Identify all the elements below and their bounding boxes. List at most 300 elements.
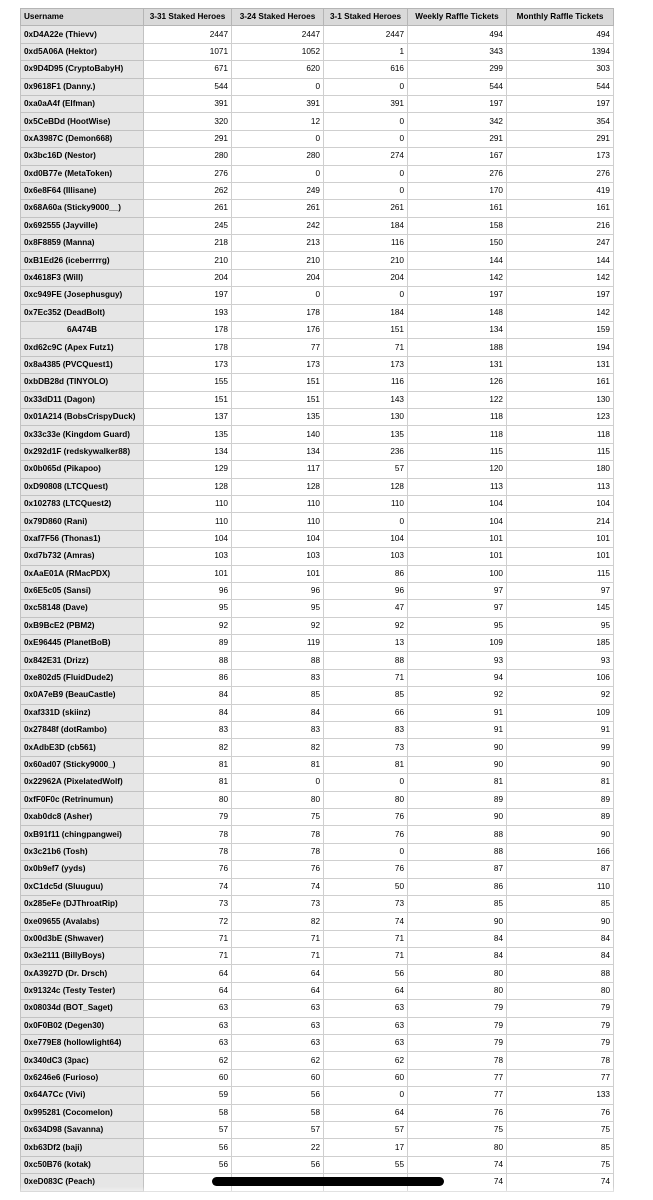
cell-value[interactable]: 173 — [144, 356, 232, 373]
cell-username[interactable]: 0xB1Ed26 (iceberrrrg) — [21, 252, 144, 269]
cell-username[interactable]: 0x6246e6 (Furioso) — [21, 1069, 144, 1086]
cell-value[interactable]: 116 — [324, 235, 408, 252]
cell-value[interactable]: 57 — [232, 1122, 324, 1139]
cell-value[interactable]: 236 — [324, 443, 408, 460]
cell-value[interactable]: 150 — [408, 235, 507, 252]
cell-value[interactable]: 134 — [408, 322, 507, 339]
cell-value[interactable]: 178 — [144, 322, 232, 339]
cell-username[interactable]: 0x9618F1 (Danny.) — [21, 78, 144, 95]
cell-value[interactable]: 119 — [232, 635, 324, 652]
cell-value[interactable]: 89 — [144, 635, 232, 652]
cell-value[interactable]: 214 — [507, 513, 614, 530]
cell-username[interactable]: 0x285eFe (DJThroatRip) — [21, 895, 144, 912]
cell-value[interactable]: 63 — [232, 1000, 324, 1017]
cell-value[interactable]: 71 — [324, 948, 408, 965]
cell-username[interactable]: 0x5CeBDd (HootWise) — [21, 113, 144, 130]
cell-value[interactable]: 261 — [324, 200, 408, 217]
cell-value[interactable]: 101 — [408, 530, 507, 547]
cell-value[interactable]: 109 — [408, 635, 507, 652]
cell-value[interactable]: 155 — [144, 374, 232, 391]
cell-value[interactable]: 64 — [324, 982, 408, 999]
cell-value[interactable]: 71 — [324, 339, 408, 356]
cell-username[interactable]: 0x292d1F (redskywalker88) — [21, 443, 144, 460]
cell-value[interactable]: 144 — [507, 252, 614, 269]
cell-value[interactable]: 62 — [232, 1052, 324, 1069]
cell-username[interactable]: 0xc58148 (Dave) — [21, 600, 144, 617]
cell-value[interactable]: 544 — [408, 78, 507, 95]
cell-value[interactable]: 71 — [232, 948, 324, 965]
cell-username[interactable]: 0x0b065d (Pikapoo) — [21, 461, 144, 478]
cell-value[interactable]: 88 — [507, 965, 614, 982]
cell-value[interactable]: 56 — [232, 1087, 324, 1104]
cell-value[interactable]: 89 — [408, 791, 507, 808]
cell-value[interactable]: 342 — [408, 113, 507, 130]
cell-value[interactable]: 494 — [408, 26, 507, 43]
cell-value[interactable]: 95 — [232, 600, 324, 617]
cell-value[interactable]: 135 — [324, 426, 408, 443]
cell-value[interactable]: 63 — [324, 1035, 408, 1052]
cell-value[interactable]: 64 — [324, 1104, 408, 1121]
cell-value[interactable]: 128 — [232, 478, 324, 495]
cell-value[interactable]: 90 — [507, 756, 614, 773]
cell-value[interactable]: 74 — [408, 1174, 507, 1191]
cell-value[interactable]: 81 — [507, 774, 614, 791]
cell-value[interactable]: 99 — [507, 739, 614, 756]
cell-value[interactable]: 204 — [232, 269, 324, 286]
cell-value[interactable]: 84 — [507, 930, 614, 947]
cell-value[interactable]: 113 — [408, 478, 507, 495]
cell-value[interactable]: 84 — [507, 948, 614, 965]
cell-value[interactable]: 73 — [232, 895, 324, 912]
cell-value[interactable]: 76 — [408, 1104, 507, 1121]
cell-username[interactable]: 0xe802d5 (FluidDude2) — [21, 669, 144, 686]
cell-value[interactable]: 88 — [144, 652, 232, 669]
col-header-username[interactable]: Username — [21, 9, 144, 26]
cell-value[interactable]: 148 — [408, 304, 507, 321]
cell-value[interactable]: 0 — [324, 774, 408, 791]
cell-value[interactable]: 0 — [324, 287, 408, 304]
cell-value[interactable]: 80 — [144, 791, 232, 808]
cell-value[interactable]: 151 — [232, 374, 324, 391]
cell-value[interactable]: 97 — [408, 600, 507, 617]
cell-value[interactable]: 64 — [144, 982, 232, 999]
cell-value[interactable]: 56 — [324, 965, 408, 982]
cell-value[interactable]: 245 — [144, 217, 232, 234]
cell-value[interactable]: 83 — [324, 722, 408, 739]
cell-username[interactable]: 0x22962A (PixelatedWolf) — [21, 774, 144, 791]
cell-value[interactable]: 1394 — [507, 43, 614, 60]
cell-value[interactable]: 80 — [324, 791, 408, 808]
cell-value[interactable]: 261 — [232, 200, 324, 217]
cell-value[interactable]: 210 — [232, 252, 324, 269]
cell-value[interactable]: 104 — [324, 530, 408, 547]
cell-value[interactable]: 0 — [324, 78, 408, 95]
cell-value[interactable]: 0 — [324, 130, 408, 147]
cell-value[interactable]: 419 — [507, 182, 614, 199]
cell-value[interactable]: 72 — [144, 913, 232, 930]
cell-value[interactable]: 83 — [232, 722, 324, 739]
cell-value[interactable]: 216 — [507, 217, 614, 234]
cell-value[interactable]: 89 — [507, 808, 614, 825]
cell-value[interactable]: 120 — [408, 461, 507, 478]
cell-value[interactable]: 0 — [232, 774, 324, 791]
cell-value[interactable]: 60 — [324, 1069, 408, 1086]
cell-value[interactable]: 145 — [507, 600, 614, 617]
cell-value[interactable]: 56 — [144, 1156, 232, 1173]
cell-value[interactable]: 56 — [232, 1156, 324, 1173]
cell-value[interactable]: 173 — [507, 148, 614, 165]
cell-value[interactable]: 79 — [144, 808, 232, 825]
cell-value[interactable]: 213 — [232, 235, 324, 252]
cell-value[interactable]: 262 — [144, 182, 232, 199]
cell-value[interactable]: 113 — [507, 478, 614, 495]
cell-value[interactable]: 79 — [408, 1035, 507, 1052]
cell-username[interactable]: 6A474B — [21, 322, 144, 339]
cell-value[interactable]: 104 — [144, 530, 232, 547]
cell-value[interactable]: 0 — [324, 843, 408, 860]
cell-value[interactable]: 123 — [507, 408, 614, 425]
cell-value[interactable]: 71 — [324, 930, 408, 947]
cell-value[interactable]: 115 — [507, 565, 614, 582]
cell-username[interactable]: 0x3e2111 (BillyBoys) — [21, 948, 144, 965]
cell-value[interactable]: 104 — [507, 495, 614, 512]
cell-value[interactable]: 354 — [507, 113, 614, 130]
cell-value[interactable]: 76 — [144, 861, 232, 878]
cell-value[interactable]: 81 — [144, 756, 232, 773]
cell-username[interactable]: 0x79D860 (Rani) — [21, 513, 144, 530]
cell-value[interactable]: 90 — [507, 826, 614, 843]
cell-value[interactable]: 178 — [144, 339, 232, 356]
cell-value[interactable]: 85 — [324, 687, 408, 704]
cell-value[interactable]: 88 — [408, 843, 507, 860]
cell-value[interactable]: 92 — [507, 687, 614, 704]
cell-value[interactable]: 87 — [507, 861, 614, 878]
cell-value[interactable]: 131 — [507, 356, 614, 373]
cell-value[interactable]: 158 — [408, 217, 507, 234]
cell-value[interactable]: 134 — [232, 443, 324, 460]
cell-value[interactable]: 63 — [144, 1035, 232, 1052]
cell-value[interactable]: 85 — [507, 895, 614, 912]
cell-value[interactable]: 90 — [408, 756, 507, 773]
cell-value[interactable]: 188 — [408, 339, 507, 356]
cell-username[interactable]: 0x6e8F64 (Illisane) — [21, 182, 144, 199]
cell-username[interactable]: 0xA3927D (Dr. Drsch) — [21, 965, 144, 982]
cell-value[interactable]: 63 — [324, 1017, 408, 1034]
cell-value[interactable]: 122 — [408, 391, 507, 408]
cell-value[interactable]: 0 — [324, 513, 408, 530]
cell-value[interactable]: 1 — [324, 43, 408, 60]
cell-value[interactable]: 142 — [507, 269, 614, 286]
cell-value[interactable]: 0 — [232, 130, 324, 147]
cell-value[interactable]: 84 — [232, 704, 324, 721]
cell-value[interactable]: 299 — [408, 61, 507, 78]
cell-username[interactable]: 0xeD083C (Peach) — [21, 1174, 144, 1191]
cell-value[interactable]: 83 — [144, 722, 232, 739]
cell-value[interactable]: 193 — [144, 304, 232, 321]
cell-username[interactable]: 0x64A7Cc (Vivi) — [21, 1087, 144, 1104]
cell-value[interactable]: 101 — [507, 530, 614, 547]
cell-value[interactable]: 1071 — [144, 43, 232, 60]
cell-value[interactable]: 79 — [507, 1000, 614, 1017]
cell-value[interactable]: 50 — [324, 878, 408, 895]
cell-value[interactable]: 291 — [408, 130, 507, 147]
cell-value[interactable]: 86 — [144, 669, 232, 686]
cell-username[interactable]: 0x8a4385 (PVCQuest1) — [21, 356, 144, 373]
cell-value[interactable]: 106 — [507, 669, 614, 686]
cell-value[interactable]: 137 — [144, 408, 232, 425]
cell-value[interactable]: 197 — [408, 95, 507, 112]
cell-username[interactable]: 0x995281 (Cocomelon) — [21, 1104, 144, 1121]
cell-value[interactable]: 0 — [324, 1087, 408, 1104]
cell-value[interactable]: 80 — [232, 791, 324, 808]
cell-value[interactable]: 103 — [144, 548, 232, 565]
cell-value[interactable]: 82 — [232, 739, 324, 756]
cell-value[interactable]: 76 — [324, 826, 408, 843]
cell-value[interactable]: 129 — [144, 461, 232, 478]
cell-value[interactable]: 88 — [324, 652, 408, 669]
cell-value[interactable]: 62 — [144, 1052, 232, 1069]
col-header-weekly-tickets[interactable]: Weekly Raffle Tickets — [408, 9, 507, 26]
cell-value[interactable]: 83 — [232, 669, 324, 686]
cell-value[interactable]: 57 — [144, 1122, 232, 1139]
cell-value[interactable]: 204 — [324, 269, 408, 286]
cell-value[interactable]: 73 — [324, 739, 408, 756]
cell-value[interactable]: 74 — [144, 878, 232, 895]
cell-value[interactable]: 75 — [232, 808, 324, 825]
cell-username[interactable]: 0x27848f (dotRambo) — [21, 722, 144, 739]
cell-username[interactable]: 0x8F8859 (Manna) — [21, 235, 144, 252]
cell-value[interactable]: 92 — [408, 687, 507, 704]
cell-value[interactable]: 78 — [144, 826, 232, 843]
cell-value[interactable]: 184 — [324, 304, 408, 321]
cell-value[interactable]: 74 — [324, 913, 408, 930]
cell-value[interactable]: 391 — [324, 95, 408, 112]
cell-value[interactable]: 103 — [232, 548, 324, 565]
cell-username[interactable]: 0xfF0F0c (Retrinumun) — [21, 791, 144, 808]
cell-value[interactable]: 671 — [144, 61, 232, 78]
cell-value[interactable]: 159 — [507, 322, 614, 339]
cell-value[interactable]: 178 — [232, 304, 324, 321]
cell-username[interactable]: 0x33dD11 (Dagon) — [21, 391, 144, 408]
cell-value[interactable]: 118 — [408, 426, 507, 443]
cell-value[interactable]: 62 — [324, 1052, 408, 1069]
cell-value[interactable]: 81 — [408, 774, 507, 791]
cell-username[interactable]: 0xd5A06A (Hektor) — [21, 43, 144, 60]
cell-value[interactable]: 204 — [144, 269, 232, 286]
cell-value[interactable]: 78 — [507, 1052, 614, 1069]
cell-value[interactable]: 118 — [408, 408, 507, 425]
cell-value[interactable]: 544 — [144, 78, 232, 95]
cell-value[interactable]: 79 — [507, 1035, 614, 1052]
cell-value[interactable]: 391 — [144, 95, 232, 112]
cell-value[interactable]: 90 — [507, 913, 614, 930]
cell-username[interactable]: 0xAaE01A (RMacPDX) — [21, 565, 144, 582]
cell-value[interactable]: 73 — [144, 895, 232, 912]
cell-value[interactable]: 100 — [408, 565, 507, 582]
cell-username[interactable]: 0xbDB28d (TINYOLO) — [21, 374, 144, 391]
cell-value[interactable]: 101 — [232, 565, 324, 582]
cell-value[interactable]: 142 — [408, 269, 507, 286]
cell-username[interactable]: 0x842E31 (Drizz) — [21, 652, 144, 669]
cell-value[interactable]: 71 — [144, 948, 232, 965]
cell-value[interactable]: 95 — [408, 617, 507, 634]
cell-value[interactable]: 85 — [408, 895, 507, 912]
cell-value[interactable]: 117 — [232, 461, 324, 478]
col-header-3-1-staked[interactable]: 3-1 Staked Heroes — [324, 9, 408, 26]
cell-value[interactable]: 101 — [144, 565, 232, 582]
cell-value[interactable]: 63 — [232, 1035, 324, 1052]
cell-value[interactable]: 2447 — [324, 26, 408, 43]
cell-value[interactable]: 63 — [144, 1000, 232, 1017]
cell-value[interactable]: 104 — [408, 495, 507, 512]
cell-username[interactable]: 0x00d3bE (Shwaver) — [21, 930, 144, 947]
cell-username[interactable]: 0xc949FE (Josephusguy) — [21, 287, 144, 304]
cell-value[interactable]: 115 — [507, 443, 614, 460]
cell-value[interactable]: 85 — [232, 687, 324, 704]
cell-value[interactable]: 110 — [324, 495, 408, 512]
cell-value[interactable]: 320 — [144, 113, 232, 130]
cell-value[interactable]: 140 — [232, 426, 324, 443]
cell-value[interactable]: 544 — [507, 78, 614, 95]
cell-value[interactable]: 13 — [324, 635, 408, 652]
cell-value[interactable]: 118 — [507, 426, 614, 443]
cell-value[interactable]: 161 — [408, 200, 507, 217]
cell-value[interactable]: 276 — [408, 165, 507, 182]
cell-username[interactable]: 0xd62c9C (Apex Futz1) — [21, 339, 144, 356]
cell-value[interactable]: 64 — [232, 965, 324, 982]
cell-username[interactable]: 0xb63Df2 (baji) — [21, 1139, 144, 1156]
cell-value[interactable]: 109 — [507, 704, 614, 721]
cell-username[interactable]: 0x0b9ef7 (yyds) — [21, 861, 144, 878]
cell-value[interactable]: 81 — [232, 756, 324, 773]
cell-value[interactable]: 22 — [232, 1139, 324, 1156]
cell-value[interactable]: 92 — [324, 617, 408, 634]
cell-value[interactable]: 75 — [507, 1122, 614, 1139]
cell-value[interactable]: 173 — [324, 356, 408, 373]
cell-value[interactable]: 73 — [324, 895, 408, 912]
cell-value[interactable]: 616 — [324, 61, 408, 78]
cell-value[interactable]: 75 — [507, 1156, 614, 1173]
cell-username[interactable]: 0xe779E8 (hollowlight64) — [21, 1035, 144, 1052]
cell-value[interactable]: 91 — [507, 722, 614, 739]
cell-value[interactable]: 0 — [232, 287, 324, 304]
cell-value[interactable]: 291 — [507, 130, 614, 147]
cell-username[interactable]: 0x08034d (BOT_Saget) — [21, 1000, 144, 1017]
cell-value[interactable]: 126 — [408, 374, 507, 391]
cell-username[interactable]: 0xd0B77e (MetaToken) — [21, 165, 144, 182]
cell-value[interactable]: 93 — [408, 652, 507, 669]
cell-value[interactable]: 247 — [507, 235, 614, 252]
cell-value[interactable]: 185 — [507, 635, 614, 652]
cell-value[interactable]: 101 — [507, 548, 614, 565]
cell-value[interactable]: 94 — [408, 669, 507, 686]
cell-value[interactable]: 184 — [324, 217, 408, 234]
cell-value[interactable]: 81 — [144, 774, 232, 791]
cell-value[interactable]: 261 — [144, 200, 232, 217]
cell-value[interactable]: 75 — [408, 1122, 507, 1139]
cell-value[interactable]: 135 — [232, 408, 324, 425]
col-header-3-24-staked[interactable]: 3-24 Staked Heroes — [232, 9, 324, 26]
cell-value[interactable]: 77 — [408, 1087, 507, 1104]
cell-username[interactable]: 0x9D4D95 (CryptoBabyH) — [21, 61, 144, 78]
cell-value[interactable]: 197 — [507, 95, 614, 112]
cell-value[interactable]: 76 — [232, 861, 324, 878]
cell-value[interactable]: 80 — [507, 982, 614, 999]
cell-value[interactable]: 151 — [324, 322, 408, 339]
cell-value[interactable]: 276 — [144, 165, 232, 182]
cell-value[interactable]: 84 — [408, 930, 507, 947]
cell-value[interactable]: 60 — [232, 1069, 324, 1086]
cell-value[interactable]: 110 — [507, 878, 614, 895]
cell-value[interactable]: 63 — [232, 1017, 324, 1034]
cell-value[interactable]: 96 — [144, 582, 232, 599]
cell-value[interactable]: 134 — [144, 443, 232, 460]
cell-value[interactable]: 291 — [144, 130, 232, 147]
cell-value[interactable]: 620 — [232, 61, 324, 78]
cell-value[interactable]: 2447 — [144, 26, 232, 43]
cell-value[interactable]: 92 — [144, 617, 232, 634]
cell-value[interactable]: 95 — [144, 600, 232, 617]
cell-username[interactable]: 0xe09655 (Avalabs) — [21, 913, 144, 930]
cell-value[interactable]: 197 — [408, 287, 507, 304]
cell-value[interactable]: 86 — [324, 565, 408, 582]
cell-value[interactable]: 89 — [507, 791, 614, 808]
cell-value[interactable]: 494 — [507, 26, 614, 43]
cell-value[interactable]: 0 — [232, 165, 324, 182]
cell-username[interactable]: 0xE96445 (PlanetBoB) — [21, 635, 144, 652]
cell-value[interactable]: 80 — [408, 965, 507, 982]
cell-value[interactable]: 133 — [507, 1087, 614, 1104]
cell-value[interactable]: 104 — [232, 530, 324, 547]
cell-value[interactable]: 78 — [232, 843, 324, 860]
cell-value[interactable]: 59 — [144, 1087, 232, 1104]
cell-username[interactable]: 0xB91f11 (chingpangwei) — [21, 826, 144, 843]
cell-value[interactable]: 130 — [507, 391, 614, 408]
cell-username[interactable]: 0x7Ec352 (DeadBolt) — [21, 304, 144, 321]
cell-value[interactable]: 88 — [232, 652, 324, 669]
cell-value[interactable]: 97 — [507, 582, 614, 599]
cell-value[interactable]: 116 — [324, 374, 408, 391]
cell-value[interactable]: 1052 — [232, 43, 324, 60]
cell-value[interactable]: 47 — [324, 600, 408, 617]
cell-value[interactable]: 84 — [144, 704, 232, 721]
cell-value[interactable]: 57 — [324, 1122, 408, 1139]
cell-value[interactable]: 57 — [324, 461, 408, 478]
cell-value[interactable]: 391 — [232, 95, 324, 112]
cell-value[interactable]: 78 — [408, 1052, 507, 1069]
cell-value[interactable]: 135 — [144, 426, 232, 443]
cell-value[interactable]: 90 — [408, 808, 507, 825]
cell-value[interactable]: 161 — [507, 200, 614, 217]
cell-username[interactable]: 0xaf331D (skiinz) — [21, 704, 144, 721]
cell-username[interactable]: 0x692555 (Jayville) — [21, 217, 144, 234]
cell-username[interactable]: 0x33c33e (Kingdom Guard) — [21, 426, 144, 443]
cell-value[interactable]: 194 — [507, 339, 614, 356]
cell-username[interactable]: 0xAdbE3D (cb561) — [21, 739, 144, 756]
cell-value[interactable]: 74 — [507, 1174, 614, 1191]
cell-value[interactable]: 101 — [408, 548, 507, 565]
cell-username[interactable]: 0xab0dc8 (Asher) — [21, 808, 144, 825]
cell-value[interactable]: 96 — [232, 582, 324, 599]
cell-username[interactable]: 0x340dC3 (3pac) — [21, 1052, 144, 1069]
cell-username[interactable]: 0x60ad07 (Sticky9000_) — [21, 756, 144, 773]
cell-username[interactable]: 0x91324c (Testy Tester) — [21, 982, 144, 999]
cell-username[interactable]: 0xc50B76 (kotak) — [21, 1156, 144, 1173]
cell-value[interactable]: 110 — [232, 495, 324, 512]
cell-value[interactable]: 92 — [232, 617, 324, 634]
cell-value[interactable]: 151 — [232, 391, 324, 408]
cell-value[interactable]: 88 — [408, 826, 507, 843]
